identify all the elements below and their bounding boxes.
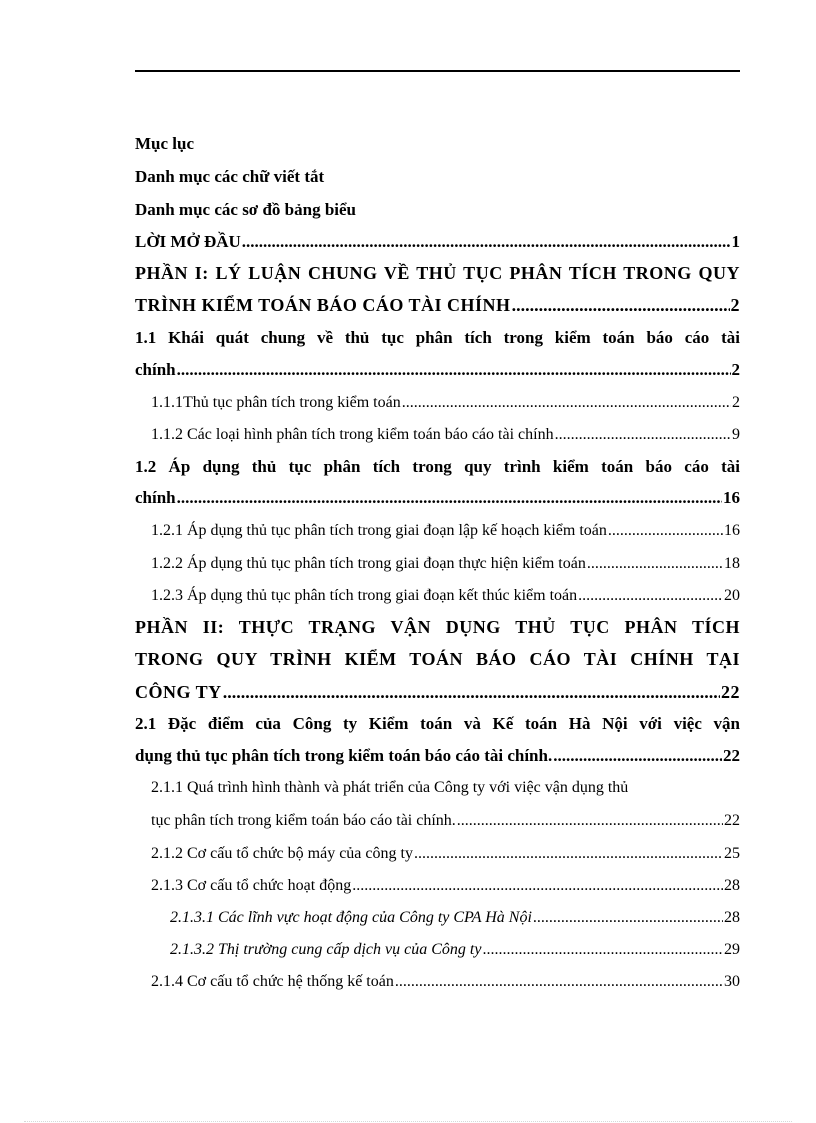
dot-leader bbox=[395, 972, 723, 992]
toc-entry-1-2-1[interactable] bbox=[151, 521, 740, 541]
toc-page-number: 29 bbox=[724, 941, 740, 958]
toc-entry-title: TRÌNH KIỂM TOÁN BÁO CÁO TÀI CHÍNH bbox=[135, 295, 511, 315]
toc-entry-title: CÔNG TY bbox=[135, 682, 222, 702]
toc-entry-2-1-3[interactable] bbox=[151, 876, 740, 896]
toc-entry-2-1-line2[interactable] bbox=[135, 746, 740, 766]
toc-entry-2-1-1-line1[interactable]: 2.1.1 Quá trình hình thành và phát triển của Công ty với việc vận dụng thủ bbox=[151, 779, 629, 796]
toc-entry-title: 1.2.3 Áp dụng thủ tục phân tích trong giai đoạn kết thúc kiểm toán bbox=[151, 587, 578, 604]
toc-page-number: 2 bbox=[731, 360, 740, 379]
toc-entry-title: chính bbox=[135, 360, 176, 379]
toc-muc-luc: Mục lục bbox=[135, 134, 195, 153]
toc-page-number: 20 bbox=[724, 587, 740, 604]
toc-page-number: 22 bbox=[721, 682, 740, 702]
toc-page-number: 2 bbox=[730, 295, 740, 315]
toc-entry-title: LỜI MỞ ĐẦU bbox=[135, 232, 241, 251]
toc-page-number: 16 bbox=[723, 488, 740, 507]
dot-leader bbox=[555, 425, 731, 445]
dot-leader bbox=[242, 232, 731, 252]
toc-page-number: 22 bbox=[724, 812, 740, 829]
dot-leader bbox=[402, 393, 731, 413]
dot-leader bbox=[608, 521, 723, 541]
toc-page-number: 22 bbox=[723, 746, 740, 765]
toc-page-number: 1 bbox=[731, 232, 740, 251]
toc-page-number: 9 bbox=[732, 426, 740, 443]
toc-page-number: 28 bbox=[724, 909, 740, 926]
toc-entry-1-2-line2[interactable] bbox=[135, 488, 740, 508]
page-bottom-edge bbox=[24, 1121, 792, 1122]
toc-page-number: 25 bbox=[724, 845, 740, 862]
toc-entry-title: dụng thủ tục phân tích trong kiểm toán báo cáo tài chính. bbox=[135, 746, 553, 765]
toc-entry-title: 2.1.4 Cơ cấu tổ chức hệ thống kế toán bbox=[151, 973, 394, 990]
toc-entry-title: 2.1.2 Cơ cấu tổ chức bộ máy của công ty bbox=[151, 845, 413, 862]
toc-entry-phan-2-line3[interactable] bbox=[135, 682, 740, 702]
toc-entry-phan-1-line2[interactable] bbox=[135, 295, 740, 315]
toc-entry-2-1-2[interactable] bbox=[151, 844, 740, 864]
toc-entry-title: 2.1.3.1 Các lĩnh vực hoạt động của Công ty CPA Hà Nội bbox=[170, 909, 532, 926]
dot-leader bbox=[177, 488, 722, 508]
dot-leader bbox=[533, 908, 723, 928]
toc-entry-title: 2.1.3 Cơ cấu tổ chức hoạt động bbox=[151, 877, 352, 894]
dot-leader bbox=[553, 746, 722, 766]
toc-page-number: 18 bbox=[724, 555, 740, 572]
dot-leader bbox=[587, 554, 723, 574]
toc-page-number: 2 bbox=[732, 394, 740, 411]
toc-entry-2-1-1-line2[interactable] bbox=[151, 811, 740, 831]
toc-entry-1-1-2[interactable] bbox=[151, 425, 740, 445]
toc-entry-2-1-3-2[interactable] bbox=[170, 940, 740, 960]
toc-page-number: 30 bbox=[724, 973, 740, 990]
toc-danh-muc-so-do: Danh mục các sơ đồ bảng biểu bbox=[135, 200, 357, 219]
toc-entry-1-2-line1[interactable]: 1.2 Áp dụng thủ tục phân tích trong quy trình kiểm toán báo cáo tài bbox=[135, 457, 740, 476]
dot-leader bbox=[482, 940, 723, 960]
dot-leader bbox=[352, 876, 723, 896]
toc-entry-title: 2.1.3.2 Thị trường cung cấp dịch vụ của Công ty bbox=[170, 941, 482, 958]
toc-page-number: 28 bbox=[724, 877, 740, 894]
toc-entry-1-1-1[interactable] bbox=[151, 393, 740, 413]
toc-danh-muc-chu-viet-tat: Danh mục các chữ viết tắt bbox=[135, 167, 325, 186]
toc-entry-title: chính bbox=[135, 488, 176, 507]
toc-entry-2-1-4[interactable] bbox=[151, 972, 740, 992]
toc-entry-phan-2-line2[interactable]: TRONG QUY TRÌNH KIỂM TOÁN BÁO CÁO TÀI CHÍNH TẠI bbox=[135, 649, 740, 669]
toc-entry-phan-1-line1[interactable]: PHẦN I: LÝ LUẬN CHUNG VỀ THỦ TỤC PHÂN TÍCH TRONG QUY bbox=[135, 263, 740, 283]
toc-entry-2-1-3-1[interactable] bbox=[170, 908, 740, 928]
toc-entry-title: tục phân tích trong kiểm toán báo cáo tài chính. bbox=[151, 812, 456, 829]
toc-entry-loi-mo-dau[interactable] bbox=[135, 232, 740, 252]
toc-entry-1-1-line1[interactable]: 1.1 Khái quát chung về thủ tục phân tích trong kiểm toán báo cáo tài bbox=[135, 328, 740, 347]
toc-entry-title: 1.2.1 Áp dụng thủ tục phân tích trong giai đoạn lập kế hoạch kiểm toán bbox=[151, 522, 607, 539]
toc-entry-1-2-3[interactable] bbox=[151, 586, 740, 606]
dot-leader bbox=[177, 360, 731, 380]
dot-leader bbox=[414, 844, 723, 864]
toc-entry-1-1-line2[interactable] bbox=[135, 360, 740, 380]
dot-leader bbox=[578, 586, 723, 606]
toc-entry-1-2-2[interactable] bbox=[151, 554, 740, 574]
toc-entry-2-1-line1[interactable]: 2.1 Đặc điểm của Công ty Kiểm toán và Kế toán Hà Nội với việc vận bbox=[135, 714, 740, 733]
dot-leader bbox=[512, 295, 730, 315]
toc-entry-title: 1.1.1Thủ tục phân tích trong kiểm toán bbox=[151, 394, 401, 411]
dot-leader bbox=[223, 682, 720, 702]
toc-entry-title: 1.2.2 Áp dụng thủ tục phân tích trong giai đoạn thực hiện kiểm toán bbox=[151, 555, 586, 572]
dot-leader bbox=[457, 811, 723, 831]
toc-entry-phan-2-line1[interactable]: PHẦN II: THỰC TRẠNG VẬN DỤNG THỦ TỤC PHÂN TÍCH bbox=[135, 617, 740, 637]
toc-page-number: 16 bbox=[724, 522, 740, 539]
toc-entry-title: 1.1.2 Các loại hình phân tích trong kiểm toán báo cáo tài chính bbox=[151, 426, 554, 443]
